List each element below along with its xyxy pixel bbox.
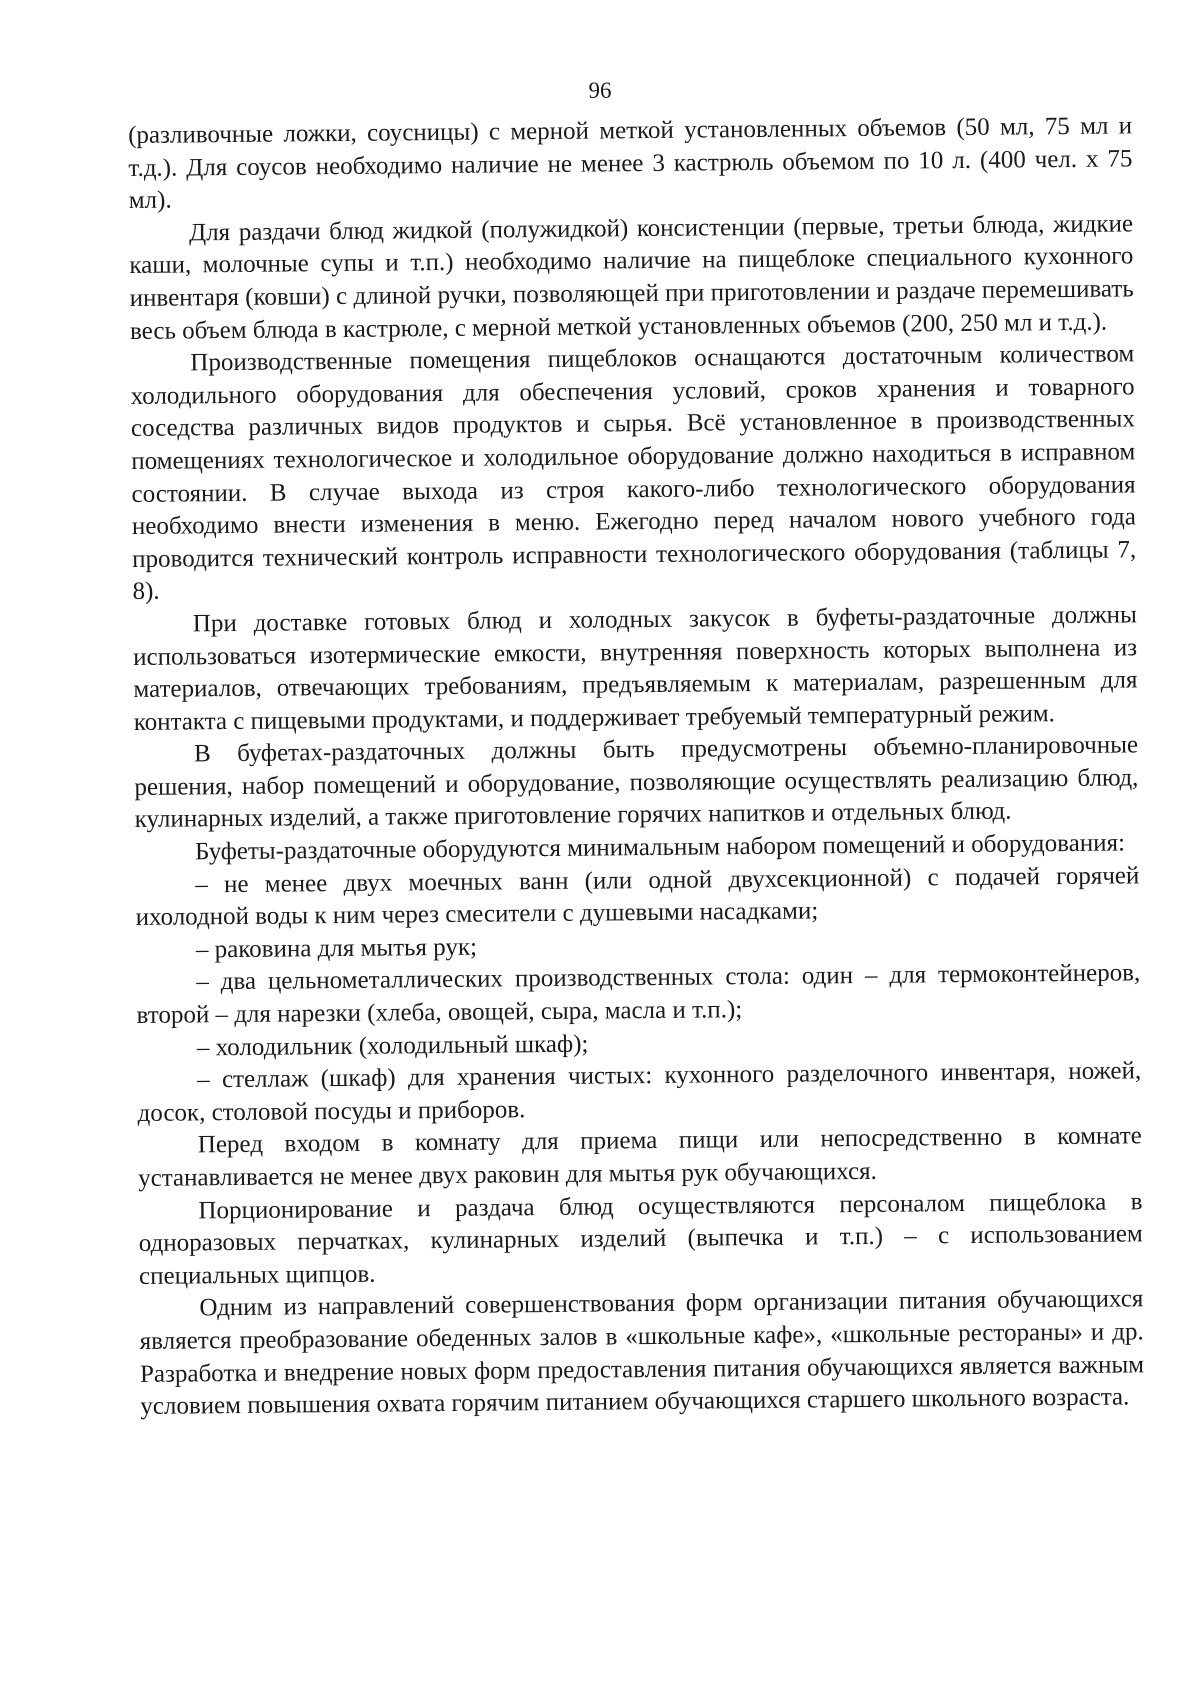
paragraph-isothermal-containers: При доставке готовых блюд и холодных закусок в буфеты-раздаточные должны использоваться изотермические емкости, внутренняя поверхность которых выполнена из материалов, отвечающих требованиям, предъявляемым к материалам, разрешенным для контакта с пищевыми продуктами, и поддерживает требуемый температурный режим. xyxy=(133,601,1138,736)
paragraph-hand-washing-sinks: Перед входом в комнату для приема пищи или непосредственно в комнате устанавливается не менее двух раковин для мытья рук обучающихся. xyxy=(138,1122,1142,1192)
paragraph-buffet-equipment-intro: Буфеты-раздаточные оборудуются минимальным набором помещений и оборудования: xyxy=(194,829,1126,866)
list-item-hand-sink: – раковина для мытья рук; xyxy=(195,933,478,964)
paragraph-continuation: (разливочные ложки, соусницы) с мерной меткой установленных объемов (50 мл, 75 мл и т.д.). Для соусов необходимо наличие не менее 3 кастрюль объемом по 10 л. (400 чел. х 75 мл). xyxy=(128,112,1133,215)
paragraph-refrigeration-equipment: Производственные помещения пищеблоков оснащаются достаточным количеством холодильного оборудования для обеспечения условий, сроков хранения и товарного соседства различных видов продуктов и сырья. Всё установленное в производственных помещениях технологическое и холодильное оборудование должно находиться в исправном состоянии. В случае выхода из строя какого-либо технологического оборудования необходимо внести изменения в меню. Ежегодно перед началом нового учебного года проводится технический контроль исправности технологического оборудования (таблицы 7, 8). xyxy=(130,340,1137,606)
list-item-washing-baths: – не менее двух моечных ванн (или одной двухсекционной) с подачей горячей ихолодной воды к ним через смесители с душевыми насадками; xyxy=(135,861,1140,932)
list-item-storage-rack: – стеллаж (шкаф) для хранения чистых: кухонного разделочного инвентаря, ножей, досок, столовой посуды и приборов. xyxy=(137,1057,1142,1127)
page-number: 96 xyxy=(588,78,612,103)
document-body xyxy=(128,110,1144,1423)
paragraph-ladles: Для раздачи блюд жидкой (полужидкой) консистенции (первые, третьи блюда, жидкие каши, молочные супы и т.п.) необходимо наличие на пищеблоке специального кухонного инвентаря (ковши) с длиной ручки, позволяющей при приготовлении и раздаче перемешивать весь объем блюда в кастрюле, с мерной меткой установленных объемов (200, 250 мл и т.д.). xyxy=(129,210,1134,345)
paragraph-school-cafes: Одним из направлений совершенствования форм организации питания обучающихся является преобразование обеденных залов в «школьные кафе», «школьные рестораны» и др. Разработка и внедрение новых форм предоставления питания обучающихся является важным условием повышения охвата горячим питанием обучающихся старшего школьного возраста. xyxy=(139,1285,1145,1421)
list-item-metal-tables: – два цельнометаллических производственных стола: один – для термоконтейнеров, второй – для нарезки (хлеба, овощей, сыра, масла и т.п.); xyxy=(136,959,1141,1029)
paragraph-portioning: Порционирование и раздача блюд осуществляются персоналом пищеблока в одноразовых перчатках, кулинарных изделий (выпечка и т.п.) – с использованием специальных щипцов. xyxy=(138,1187,1143,1290)
paragraph-buffet-planning: В буфетах-раздаточных должны быть предусмотрены объемно-планировочные решения, набор помещений и оборудование, позволяющие осуществлять реализацию блюд, кулинарных изделий, а также приготовление горячих напитков и отдельных блюд. xyxy=(134,731,1139,834)
list-item-refrigerator: – холодильник (холодильный шкаф); xyxy=(196,1030,589,1062)
